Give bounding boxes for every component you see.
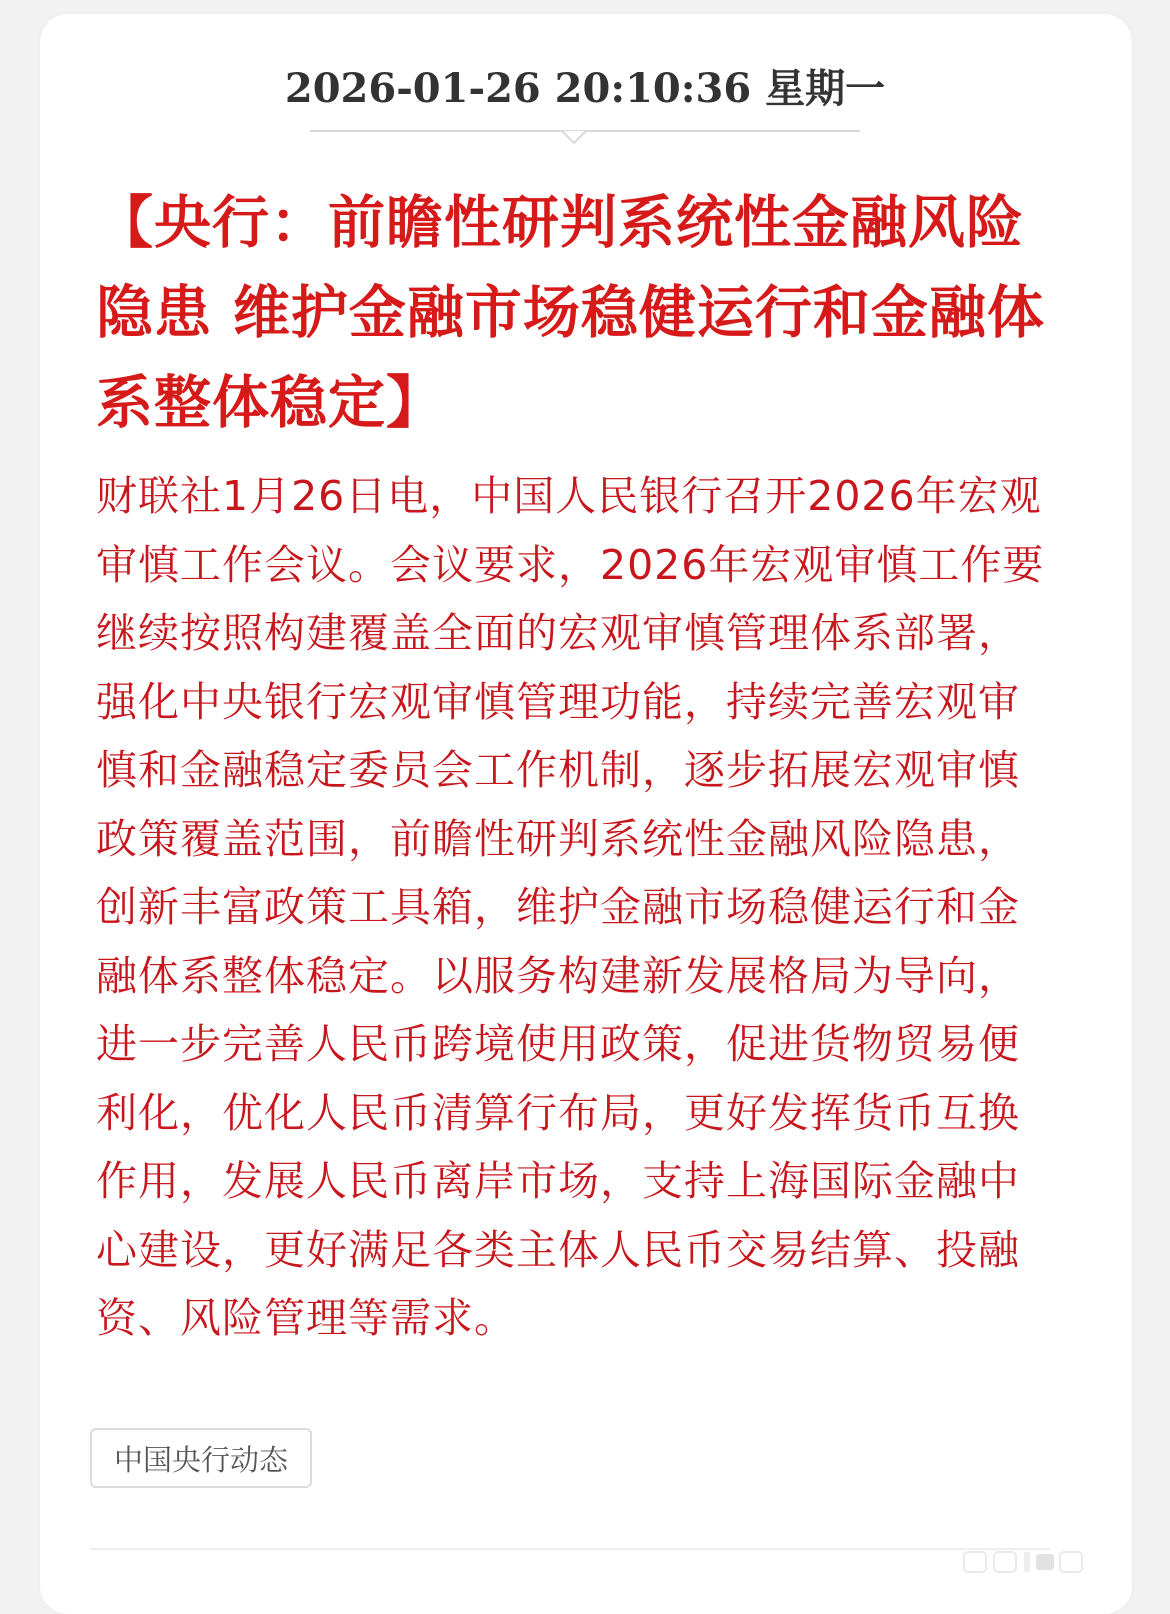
article-headline: 【央行：前瞻性研判系统性金融风险隐患 维护金融市场稳健运行和金融体系整体稳定】 xyxy=(96,190,1045,436)
bottom-divider xyxy=(90,1548,1050,1550)
datetime-divider xyxy=(310,130,860,150)
article-body: 财联社1月26日电，中国人民银行召开2026年宏观审慎工作会议。会议要求，2026年宏观审慎工作要继续按照构建覆盖全面的宏观审慎管理体系部署，强化中央银行宏观审慎管理功能，持续完善宏观审慎和金融稳定委员会工作机制，逐步拓展宏观审慎政策覆盖范围，前瞻性研判系统性金融风险隐患，创新丰富政策工具箱，维护金融市场稳健运行和金融体系整体稳定。以服务构建新发展格局为导向，进一步完善人民币跨境使用政策，促进货物贸易便利化，优化人民币清算行布局，更好发挥货币互换作用，发展人民币离岸市场，支持上海国际金融中心建设，更好满足各类主体人民币交易结算、投融资、风险管理等需求。 xyxy=(96,472,1045,1342)
article-datetime: 2026-01-26 20:10:36 星期一 xyxy=(284,65,886,112)
topic-tag[interactable]: 中国央行动态 xyxy=(90,1428,312,1488)
watermark-logo xyxy=(960,1544,1120,1580)
